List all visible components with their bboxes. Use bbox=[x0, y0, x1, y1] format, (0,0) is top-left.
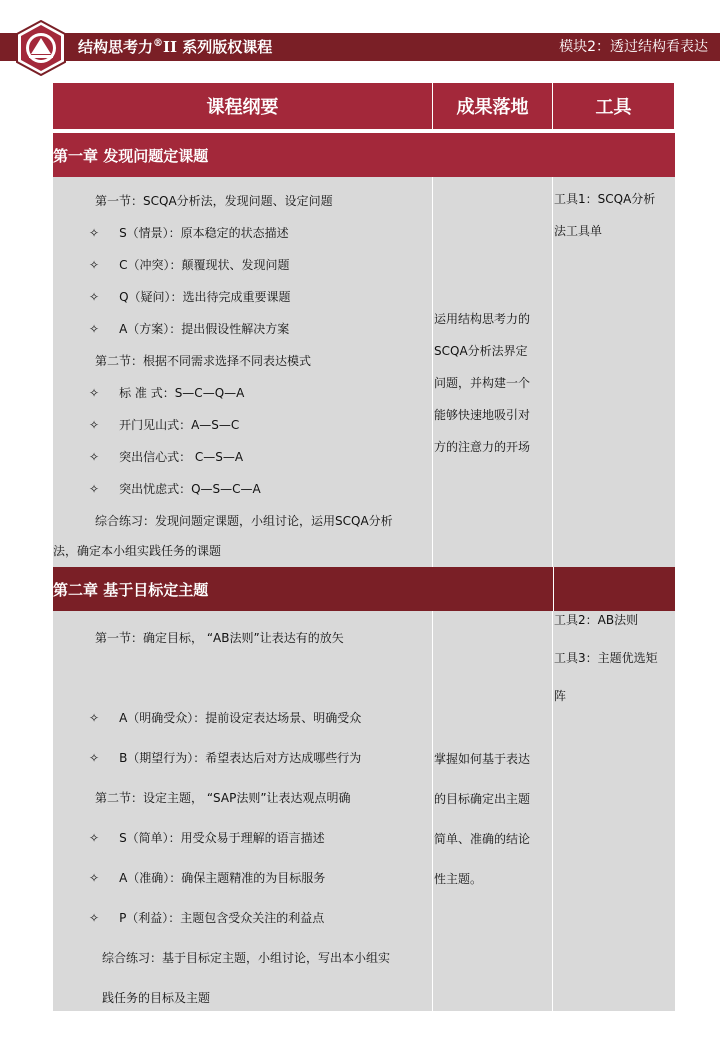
chapter-1-title: 第一章 发现问题定课题 bbox=[53, 133, 675, 177]
module-title: 模块2：透过结构看表达 bbox=[559, 39, 708, 55]
outline-bullet: ✧ Q（疑问）：选出待完成重要课题 bbox=[89, 290, 291, 304]
result-line: 掌握如何基于表达 bbox=[434, 752, 531, 766]
column-header-tools: 工具 bbox=[553, 83, 675, 129]
result-line: 运用结构思考力的 bbox=[434, 312, 531, 326]
result-line: 方的注意力的开场 bbox=[434, 440, 531, 454]
outline-bullet: ✧ A（方案）：提出假设性解决方案 bbox=[89, 322, 290, 336]
column-header-result: 成果落地 bbox=[433, 83, 553, 129]
diamond-icon: ✧ bbox=[89, 711, 100, 725]
chapter-1-tools bbox=[553, 177, 675, 567]
result-line: 能够快速地吸引对 bbox=[434, 408, 531, 422]
chapter-1-result bbox=[433, 177, 553, 567]
chapter-2-result bbox=[433, 611, 553, 1011]
outline-bullet: ✧ P（利益）：主题包含受众关注的利益点 bbox=[89, 911, 325, 925]
column-header-outline: 课程纲要 bbox=[53, 83, 433, 129]
result-line: 的目标确定出主题 bbox=[434, 792, 531, 806]
result-line: 性主题。 bbox=[434, 872, 483, 886]
outline-bullet: ✧ 标 准 式：S—C—Q—A bbox=[89, 386, 245, 400]
outline-bullet: ✧ S（简单）：用受众易于理解的语言描述 bbox=[89, 831, 325, 845]
tool-line: 工具1：SCQA分析 bbox=[554, 192, 656, 206]
outline-section: 第一节：SCQA分析法，发现问题、设定问题 bbox=[95, 194, 333, 208]
tool-line: 法工具单 bbox=[554, 224, 603, 238]
outline-exercise-cont: 践任务的目标及主题 bbox=[102, 991, 211, 1005]
result-line: 简单、准确的结论 bbox=[434, 832, 531, 846]
diamond-icon: ✧ bbox=[89, 871, 100, 885]
outline-exercise-cont: 法，确定本小组实践任务的课题 bbox=[53, 544, 222, 558]
diamond-icon: ✧ bbox=[89, 751, 100, 765]
brand-title: 结构思考力®II 系列版权课程 bbox=[78, 38, 273, 56]
tool-line: 工具3：主题优选矩 bbox=[554, 651, 658, 665]
outline-section: 第二节：根据不同需求选择不同表达模式 bbox=[95, 354, 312, 368]
outline-section: 第一节：确定目标， “AB法则”让表达有的放矢 bbox=[95, 631, 344, 645]
diamond-icon: ✧ bbox=[89, 450, 100, 464]
outline-bullet: ✧ A（准确）：确保主题精准的为目标服务 bbox=[89, 871, 326, 885]
diamond-icon: ✧ bbox=[89, 322, 100, 336]
outline-bullet: ✧ 突出忧虑式：Q—S—C—A bbox=[89, 482, 261, 496]
outline-bullet: ✧ C（冲突）：颠覆现状、发现问题 bbox=[89, 258, 290, 272]
diamond-icon: ✧ bbox=[89, 911, 100, 925]
result-line: SCQA分析法界定 bbox=[434, 344, 528, 358]
tool-line: 工具2：AB法则 bbox=[554, 613, 639, 627]
chapter-2-title: 第二章 基于目标定主题 bbox=[53, 567, 553, 611]
chapter-1-outline bbox=[53, 177, 433, 567]
diamond-icon: ✧ bbox=[89, 290, 100, 304]
outline-bullet: ✧ A（明确受众）：提前设定表达场景、明确受众 bbox=[89, 711, 362, 725]
result-line: 问题，并构建一个 bbox=[434, 376, 531, 390]
outline-exercise: 综合练习：发现问题定课题，小组讨论，运用SCQA分析 bbox=[95, 514, 393, 528]
outline-bullet: ✧ S（情景）：原本稳定的状态描述 bbox=[89, 226, 289, 240]
outline-bullet: ✧ B（期望行为）：希望表达后对方达成哪些行为 bbox=[89, 751, 362, 765]
chapter-2-outline bbox=[53, 611, 433, 1011]
outline-exercise: 综合练习：基于目标定主题，小组讨论，写出本小组实 bbox=[102, 951, 391, 965]
outline-bullet: ✧ 开门见山式：A—S—C bbox=[89, 418, 240, 432]
logo-icon bbox=[15, 20, 67, 76]
course-table bbox=[53, 83, 675, 1011]
outline-section: 第二节：设定主题， “SAP法则”让表达观点明确 bbox=[95, 791, 351, 805]
diamond-icon: ✧ bbox=[89, 258, 100, 272]
outline-bullet: ✧ 突出信心式： C—S—A bbox=[89, 450, 244, 464]
diamond-icon: ✧ bbox=[89, 482, 100, 496]
diamond-icon: ✧ bbox=[89, 226, 100, 240]
diamond-icon: ✧ bbox=[89, 418, 100, 432]
diamond-icon: ✧ bbox=[89, 831, 100, 845]
chapter-2-tools bbox=[553, 611, 675, 1011]
tool-line: 阵 bbox=[554, 689, 567, 703]
diamond-icon: ✧ bbox=[89, 386, 100, 400]
